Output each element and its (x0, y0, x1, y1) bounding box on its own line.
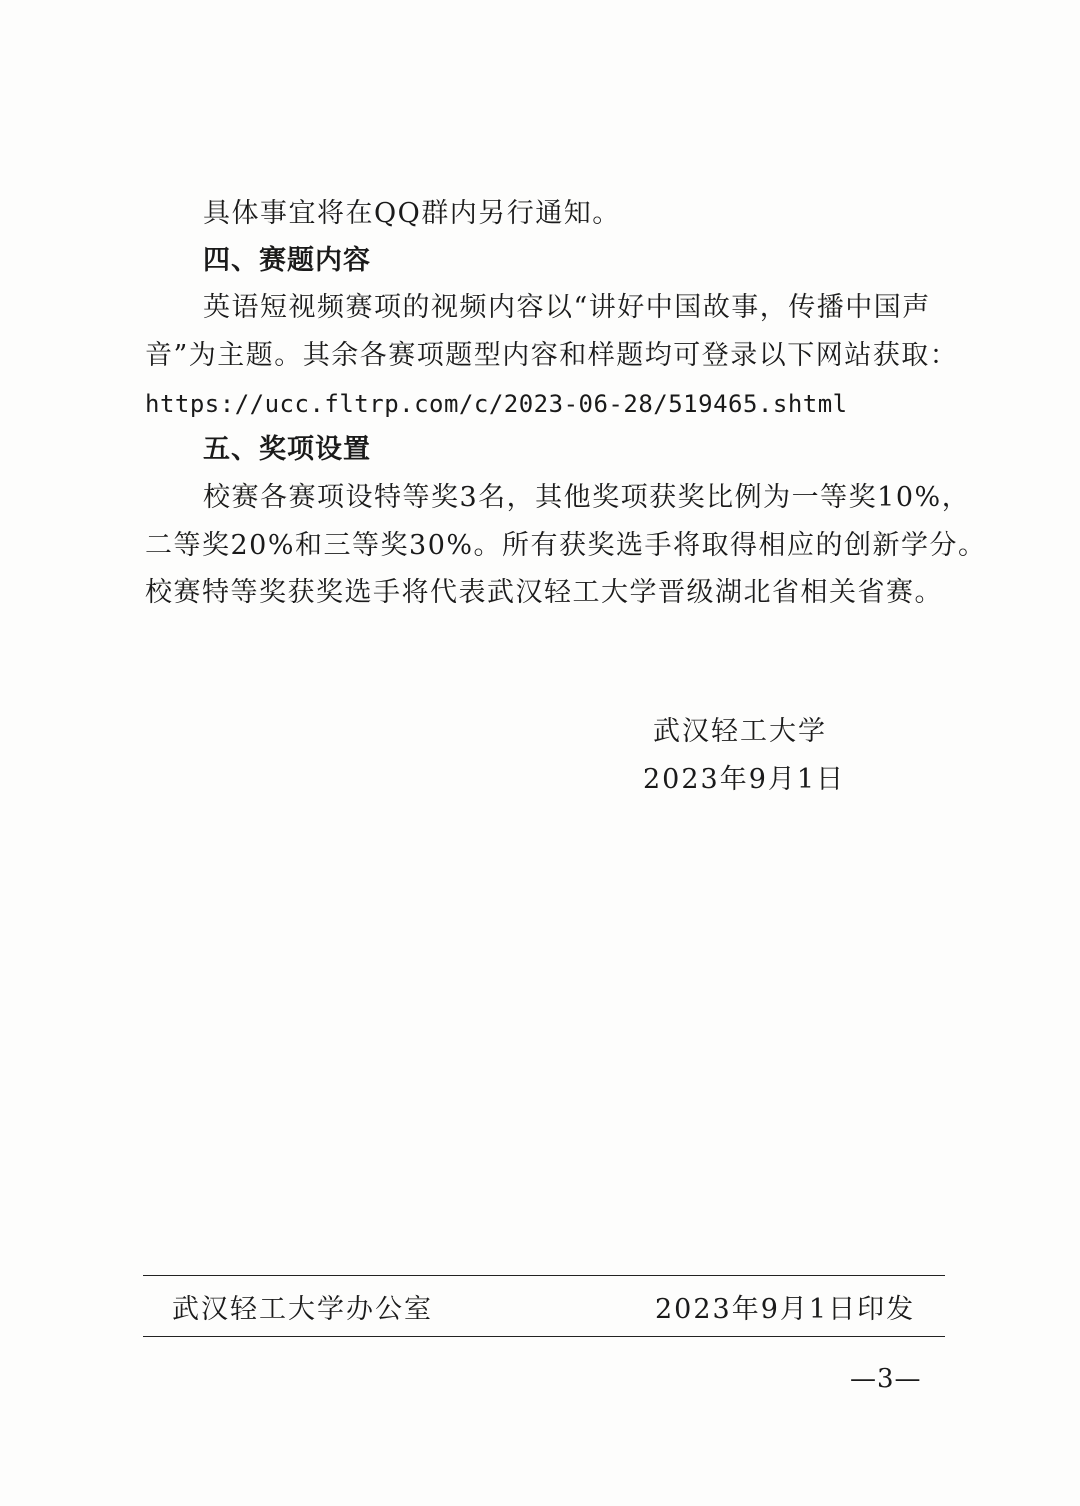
body-line-notice: 具体事宜将在QQ群内另行通知。 (203, 198, 621, 229)
section-heading-topics: 四、赛题内容 (203, 245, 371, 276)
body-line-awards-2: 二等奖20%和三等奖30%。所有获奖选手将取得相应的创新学分。 (145, 530, 987, 561)
footer-issued-date: 2023年9月1日印发 (655, 1294, 916, 1325)
body-line-topics-2: 音”为主题。其余各赛项题型内容和样题均可登录以下网站获取： (145, 340, 959, 371)
footer-top-rule (143, 1275, 945, 1276)
page-number: —3— (850, 1364, 922, 1394)
signature-date: 2023年9月1日 (643, 764, 846, 795)
signature-org: 武汉轻工大学 (653, 716, 827, 747)
footer-bottom-rule (143, 1336, 945, 1337)
body-line-topics-1: 英语短视频赛项的视频内容以“讲好中国故事，传播中国声 (203, 292, 931, 323)
section-heading-awards: 五、奖项设置 (203, 434, 371, 465)
footer-issuer: 武汉轻工大学办公室 (172, 1294, 433, 1325)
website-url[interactable]: https://ucc.fltrp.com/c/2023-06-28/519465.shtml (145, 390, 848, 418)
body-line-awards-1: 校赛各赛项设特等奖3名，其他奖项获奖比例为一等奖10%， (203, 482, 971, 513)
body-line-awards-3: 校赛特等奖获奖选手将代表武汉轻工大学晋级湖北省相关省赛。 (145, 577, 943, 608)
